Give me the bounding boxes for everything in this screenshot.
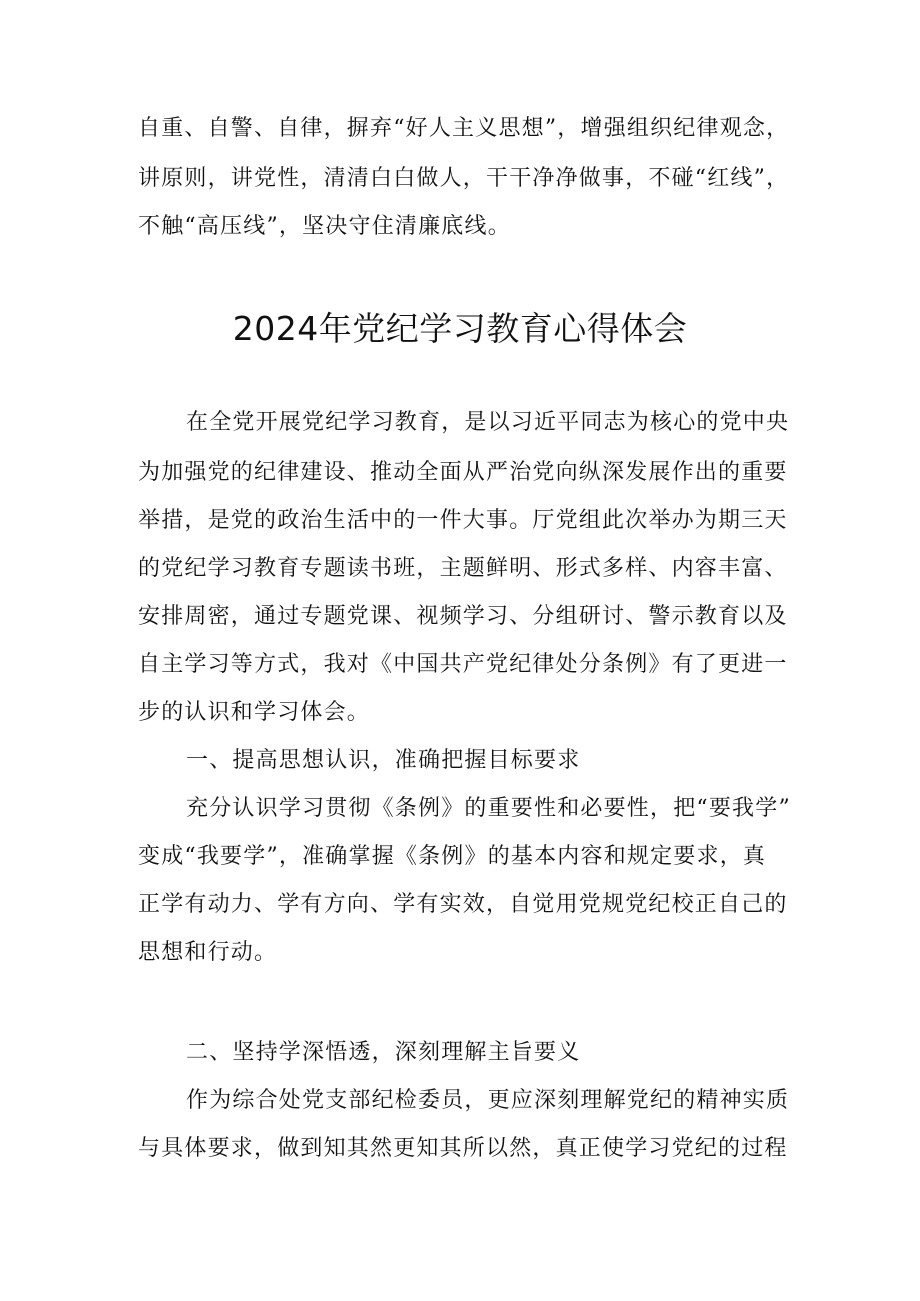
intro-line-4: 的党纪学习教育专题读书班，主题鲜明、形式多样、内容丰富、 xyxy=(138,556,788,581)
section-2-line-2: 与具体要求，做到知其然更知其所以然，真正使学习党纪的过程 xyxy=(138,1136,788,1161)
intro-line-3: 举措，是党的政治生活中的一件大事。厅党组此次举办为期三天 xyxy=(138,508,788,533)
document-title: 2024年党纪学习教育心得体会 xyxy=(232,309,688,348)
continuation-line-2: 讲原则，讲党性，清清白白做人，干干净净做事，不碰“红线”， xyxy=(138,166,790,191)
section-1-line-2: 变成“我要学”，准确掌握《条例》的基本内容和规定要求，真 xyxy=(138,844,767,869)
intro-line-2: 为加强党的纪律建设、推动全面从严治党向纵深发展作出的重要 xyxy=(138,460,788,485)
intro-line-1: 在全党开展党纪学习教育，是以习近平同志为核心的党中央 xyxy=(186,410,790,435)
section-2-line-1: 作为综合处党支部纪检委员，更应深刻理解党纪的精神实质 xyxy=(186,1088,790,1113)
section-1-line-1: 充分认识学习贯彻《条例》的重要性和必要性，把“要我学” xyxy=(186,796,791,821)
intro-line-7: 步的认识和学习体会。 xyxy=(138,700,371,725)
section-1-heading: 一、提高思想认识，准确把握目标要求 xyxy=(186,748,581,773)
section-1-line-4: 思想和行动。 xyxy=(138,940,278,965)
intro-line-6: 自主学习等方式，我对《中国共产党纪律处分条例》有了更进一 xyxy=(138,652,788,677)
continuation-line-3: 不触“高压线”，坚决守住清廉底线。 xyxy=(138,214,511,239)
continuation-line-1: 自重、自警、自律，摒弃“好人主义思想”，增强组织纪律观念， xyxy=(138,116,790,141)
section-2-heading: 二、坚持学深悟透，深刻理解主旨要义 xyxy=(186,1040,581,1065)
section-1-line-3: 正学有动力、学有方向、学有实效，自觉用党规党纪校正自己的 xyxy=(138,892,788,917)
intro-line-5: 安排周密，通过专题党课、视频学习、分组研讨、警示教育以及 xyxy=(138,604,788,629)
